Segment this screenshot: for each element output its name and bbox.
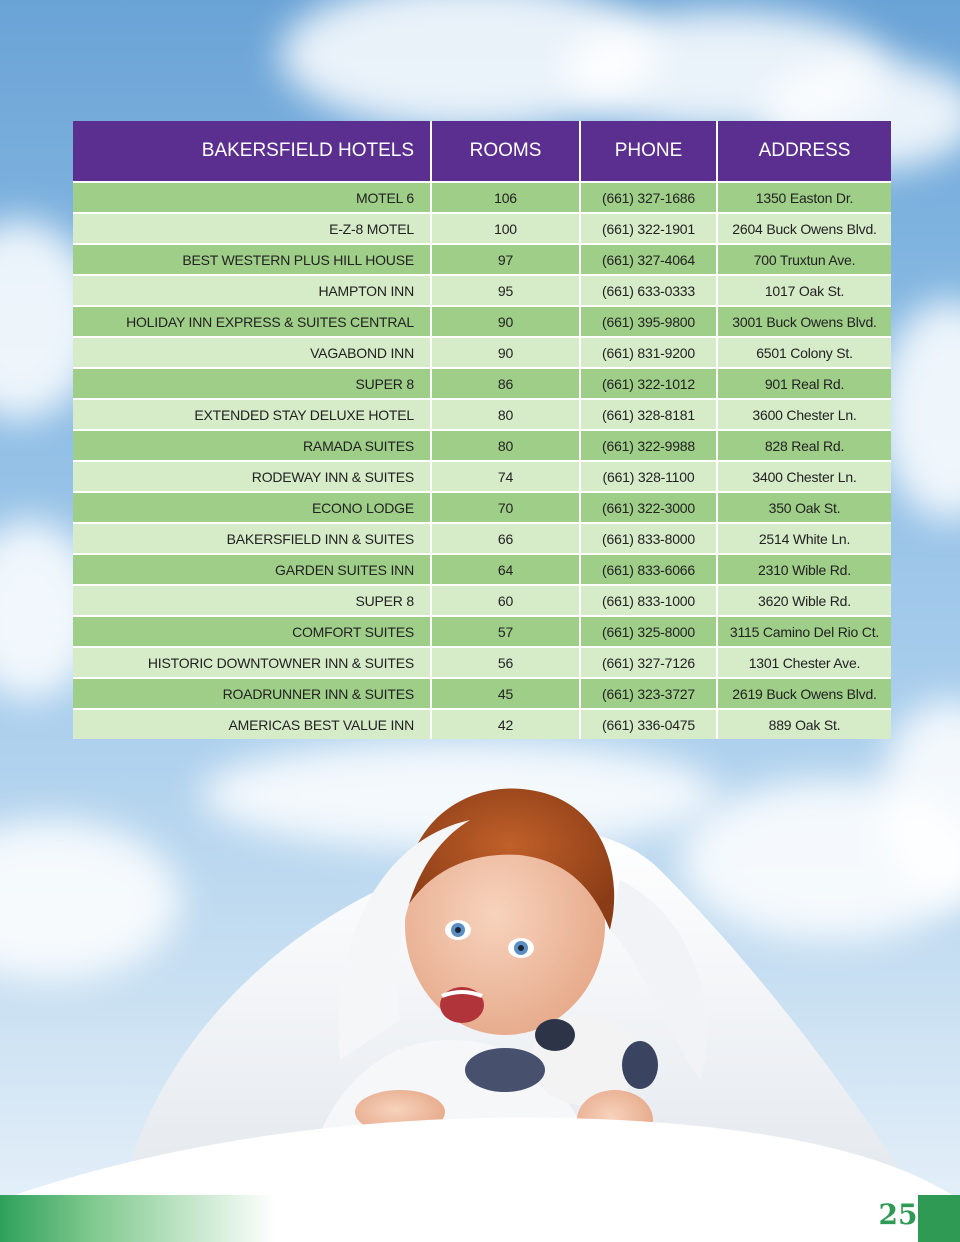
hotel-name-cell: HOLIDAY INN EXPRESS & SUITES CENTRAL bbox=[73, 306, 431, 337]
phone-cell: (661) 322-9988 bbox=[580, 430, 717, 461]
phone-cell: (661) 633-0333 bbox=[580, 275, 717, 306]
hotel-name-cell: RAMADA SUITES bbox=[73, 430, 431, 461]
hotel-name-cell: SUPER 8 bbox=[73, 585, 431, 616]
address-cell: 889 Oak St. bbox=[717, 709, 891, 739]
phone-cell: (661) 327-4064 bbox=[580, 244, 717, 275]
header-phone: PHONE bbox=[580, 121, 717, 182]
rooms-cell: 60 bbox=[431, 585, 580, 616]
rooms-cell: 57 bbox=[431, 616, 580, 647]
header-hotels: BAKERSFIELD HOTELS bbox=[73, 121, 431, 182]
phone-cell: (661) 833-6066 bbox=[580, 554, 717, 585]
page-tab bbox=[918, 1195, 960, 1242]
address-cell: 2310 Wible Rd. bbox=[717, 554, 891, 585]
hotel-name-cell: BAKERSFIELD INN & SUITES bbox=[73, 523, 431, 554]
table-row bbox=[73, 337, 891, 368]
phone-cell: (661) 833-8000 bbox=[580, 523, 717, 554]
table-row bbox=[73, 678, 891, 709]
header-address: ADDRESS bbox=[717, 121, 891, 182]
hotel-name-cell: MOTEL 6 bbox=[73, 182, 431, 213]
address-cell: 700 Truxtun Ave. bbox=[717, 244, 891, 275]
rooms-cell: 95 bbox=[431, 275, 580, 306]
hotel-name-cell: BEST WESTERN PLUS HILL HOUSE bbox=[73, 244, 431, 275]
table-row bbox=[73, 585, 891, 616]
address-cell: 3620 Wible Rd. bbox=[717, 585, 891, 616]
child-under-blanket-photo bbox=[0, 760, 960, 1200]
address-cell: 3600 Chester Ln. bbox=[717, 399, 891, 430]
address-cell: 3115 Camino Del Rio Ct. bbox=[717, 616, 891, 647]
phone-cell: (661) 325-8000 bbox=[580, 616, 717, 647]
table-row bbox=[73, 244, 891, 275]
address-cell: 1350 Easton Dr. bbox=[717, 182, 891, 213]
table-row bbox=[73, 523, 891, 554]
table-row bbox=[73, 709, 891, 739]
table-header-row bbox=[73, 121, 891, 182]
table-row bbox=[73, 616, 891, 647]
hotel-name-cell: HISTORIC DOWNTOWNER INN & SUITES bbox=[73, 647, 431, 678]
rooms-cell: 86 bbox=[431, 368, 580, 399]
table-row bbox=[73, 182, 891, 213]
rooms-cell: 90 bbox=[431, 306, 580, 337]
rooms-cell: 106 bbox=[431, 182, 580, 213]
address-cell: 3400 Chester Ln. bbox=[717, 461, 891, 492]
phone-cell: (661) 328-1100 bbox=[580, 461, 717, 492]
phone-cell: (661) 336-0475 bbox=[580, 709, 717, 739]
phone-cell: (661) 831-9200 bbox=[580, 337, 717, 368]
rooms-cell: 90 bbox=[431, 337, 580, 368]
rooms-cell: 42 bbox=[431, 709, 580, 739]
address-cell: 3001 Buck Owens Blvd. bbox=[717, 306, 891, 337]
rooms-cell: 56 bbox=[431, 647, 580, 678]
rooms-cell: 80 bbox=[431, 399, 580, 430]
hotel-name-cell: GARDEN SUITES INN bbox=[73, 554, 431, 585]
phone-cell: (661) 322-1901 bbox=[580, 213, 717, 244]
hotel-name-cell: HAMPTON INN bbox=[73, 275, 431, 306]
rooms-cell: 100 bbox=[431, 213, 580, 244]
table-row bbox=[73, 647, 891, 678]
hotel-name-cell: ROADRUNNER INN & SUITES bbox=[73, 678, 431, 709]
table-row bbox=[73, 368, 891, 399]
address-cell: 350 Oak St. bbox=[717, 492, 891, 523]
address-cell: 1017 Oak St. bbox=[717, 275, 891, 306]
address-cell: 901 Real Rd. bbox=[717, 368, 891, 399]
rooms-cell: 66 bbox=[431, 523, 580, 554]
hotel-name-cell: COMFORT SUITES bbox=[73, 616, 431, 647]
hotel-name-cell: VAGABOND INN bbox=[73, 337, 431, 368]
address-cell: 2514 White Ln. bbox=[717, 523, 891, 554]
hotel-name-cell: ECONO LODGE bbox=[73, 492, 431, 523]
hotels-table-container bbox=[73, 121, 891, 739]
table-row bbox=[73, 554, 891, 585]
rooms-cell: 80 bbox=[431, 430, 580, 461]
table-row bbox=[73, 492, 891, 523]
address-cell: 828 Real Rd. bbox=[717, 430, 891, 461]
table-row bbox=[73, 461, 891, 492]
phone-cell: (661) 327-1686 bbox=[580, 182, 717, 213]
hotels-table bbox=[73, 121, 891, 739]
phone-cell: (661) 322-1012 bbox=[580, 368, 717, 399]
rooms-cell: 70 bbox=[431, 492, 580, 523]
address-cell: 6501 Colony St. bbox=[717, 337, 891, 368]
page-number: 25 bbox=[878, 1198, 918, 1231]
table-row bbox=[73, 213, 891, 244]
footer-bar bbox=[0, 1195, 918, 1242]
table-row bbox=[73, 306, 891, 337]
address-cell: 2604 Buck Owens Blvd. bbox=[717, 213, 891, 244]
table-body bbox=[73, 182, 891, 739]
hotel-name-cell: AMERICAS BEST VALUE INN bbox=[73, 709, 431, 739]
table-row bbox=[73, 430, 891, 461]
phone-cell: (661) 833-1000 bbox=[580, 585, 717, 616]
rooms-cell: 64 bbox=[431, 554, 580, 585]
rooms-cell: 74 bbox=[431, 461, 580, 492]
phone-cell: (661) 328-8181 bbox=[580, 399, 717, 430]
hotel-name-cell: SUPER 8 bbox=[73, 368, 431, 399]
phone-cell: (661) 327-7126 bbox=[580, 647, 717, 678]
rooms-cell: 97 bbox=[431, 244, 580, 275]
header-rooms: ROOMS bbox=[431, 121, 580, 182]
table-row bbox=[73, 399, 891, 430]
address-cell: 2619 Buck Owens Blvd. bbox=[717, 678, 891, 709]
address-cell: 1301 Chester Ave. bbox=[717, 647, 891, 678]
rooms-cell: 45 bbox=[431, 678, 580, 709]
table-row bbox=[73, 275, 891, 306]
phone-cell: (661) 323-3727 bbox=[580, 678, 717, 709]
hotel-name-cell: RODEWAY INN & SUITES bbox=[73, 461, 431, 492]
hotel-name-cell: EXTENDED STAY DELUXE HOTEL bbox=[73, 399, 431, 430]
hotel-name-cell: E-Z-8 MOTEL bbox=[73, 213, 431, 244]
phone-cell: (661) 322-3000 bbox=[580, 492, 717, 523]
phone-cell: (661) 395-9800 bbox=[580, 306, 717, 337]
